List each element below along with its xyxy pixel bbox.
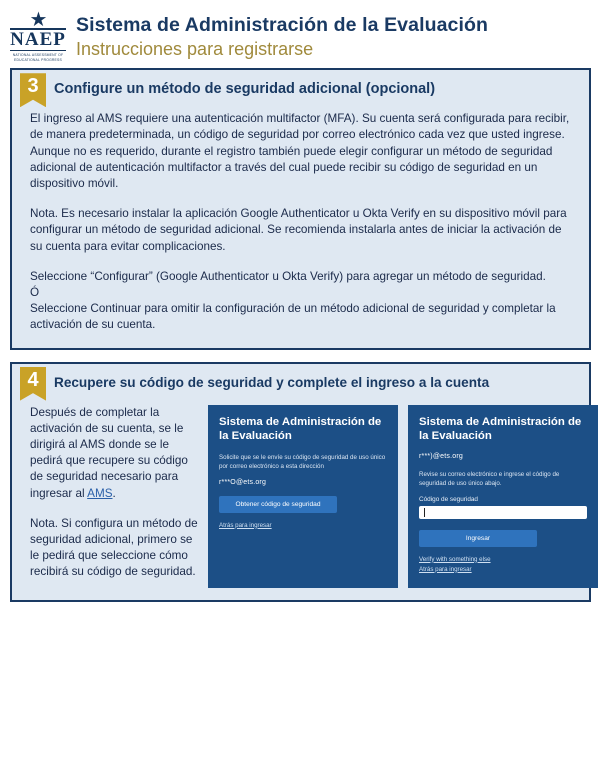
- get-security-code-button[interactable]: Obtener código de seguridad: [219, 496, 337, 513]
- page-header: [0, 0, 601, 68]
- screenshot2-back-link[interactable]: Atrás para ingresar: [419, 565, 472, 573]
- text-caret: [424, 508, 425, 517]
- step-4-paragraph-2: Nota. Si configura un método de seguridad adicional, primero se le pedirá que seleccione cómo recibirá su código de seguridad.: [30, 516, 198, 579]
- login-button[interactable]: Ingresar: [419, 530, 537, 547]
- step-3-paragraph-3: Seleccione “Configurar” (Google Authenticator u Okta Verify) para agregar un método de seguridad.: [30, 269, 546, 283]
- logo-subtitle: NATIONAL ASSESSMENT OF EDUCATIONAL PROGRESS: [12, 53, 64, 62]
- screenshot1-instruction: Solicite que se le envíe su código de seguridad de uso único por correo electrónico a esta dirección: [219, 453, 386, 470]
- screenshot1-email: r***O@ets.org: [219, 478, 267, 486]
- step-3-badge: [20, 73, 46, 107]
- screenshot2-title: Sistema de Administración de la Evaluación: [419, 415, 582, 442]
- step-4-paragraph-1-after: .: [112, 486, 116, 500]
- security-code-label: Código de seguridad: [419, 495, 478, 503]
- step-4-text-column: [30, 405, 208, 581]
- step-4-body: [12, 403, 589, 600]
- ams-link[interactable]: AMS: [87, 486, 113, 500]
- step-4-title: Recupere su código de seguridad y complete el ingreso a la cuenta: [54, 374, 490, 390]
- page-subtitle: Instrucciones para registrarse: [76, 39, 314, 59]
- screenshot1-title: Sistema de Administración de la Evaluación: [219, 415, 382, 442]
- step-3-paragraph-4: Ó: [30, 286, 40, 300]
- screenshot2-email: r***)@ets.org: [419, 452, 463, 460]
- step-3-paragraph-1: El ingreso al AMS requiere una autenticación multifactor (MFA). Su cuenta será configurada para recibir, de manera predeterminada, un código de seguridad por correo electrónico cada vez que usted ingrese. Aunque no es requerido, durante el registro también puede elegir configurar un método de seguridad adicional de autenticación multifactor a través del cual puede recibir su código de seguridad en un dispositivo móvil.: [30, 112, 570, 190]
- step-3-body: [12, 109, 589, 347]
- verify-with-something-else-link[interactable]: Verify with something else: [419, 555, 491, 563]
- screenshot-group: [208, 405, 598, 588]
- step-3-paragraph-2: Nota. Es necesario instalar la aplicación Google Authenticator u Okta Verify en su dispositivo móvil para configurar un método de seguridad adicional. Se recomienda instalarla antes de iniciar la activación de su cuenta para evitar complicaciones.: [30, 207, 567, 253]
- step-4-badge: [20, 367, 46, 401]
- screenshot-enter-security-code: [408, 405, 598, 588]
- step-4-panel: [10, 362, 591, 602]
- security-code-input[interactable]: [419, 506, 587, 519]
- header-titles: [66, 10, 488, 60]
- step-4-paragraph-1-before: Después de completar la activación de su cuenta, se le dirigirá al AMS donde se le pedirá que recupere su código de seguridad necesario para ingresar al: [30, 405, 188, 500]
- step-3-panel: [10, 68, 591, 349]
- step-4-number: 4: [27, 368, 39, 391]
- step-3-title: Configure un método de seguridad adicional (opcional): [54, 81, 436, 98]
- page-title: Sistema de Administración de la Evaluación: [76, 14, 489, 36]
- logo-wordmark: NAEP: [10, 29, 66, 50]
- step-4-paragraph-1: [30, 405, 200, 502]
- step-4-header: [12, 364, 589, 403]
- step-3-number: 3: [27, 75, 39, 98]
- step-3-header: [12, 70, 589, 109]
- screenshot-get-security-code: [208, 405, 398, 588]
- naep-logo: [10, 9, 66, 62]
- step-3-paragraph-5: Seleccione Continuar para omitir la configuración de un método adicional de seguridad y completar la activación de su cuenta.: [30, 302, 556, 332]
- star-icon: ★: [29, 9, 47, 31]
- screenshot1-back-link[interactable]: Atrás para ingresar: [219, 521, 272, 529]
- screenshot2-instruction: Revise su correo electrónico e ingrese el código de seguridad de uso único abajo.: [419, 470, 560, 487]
